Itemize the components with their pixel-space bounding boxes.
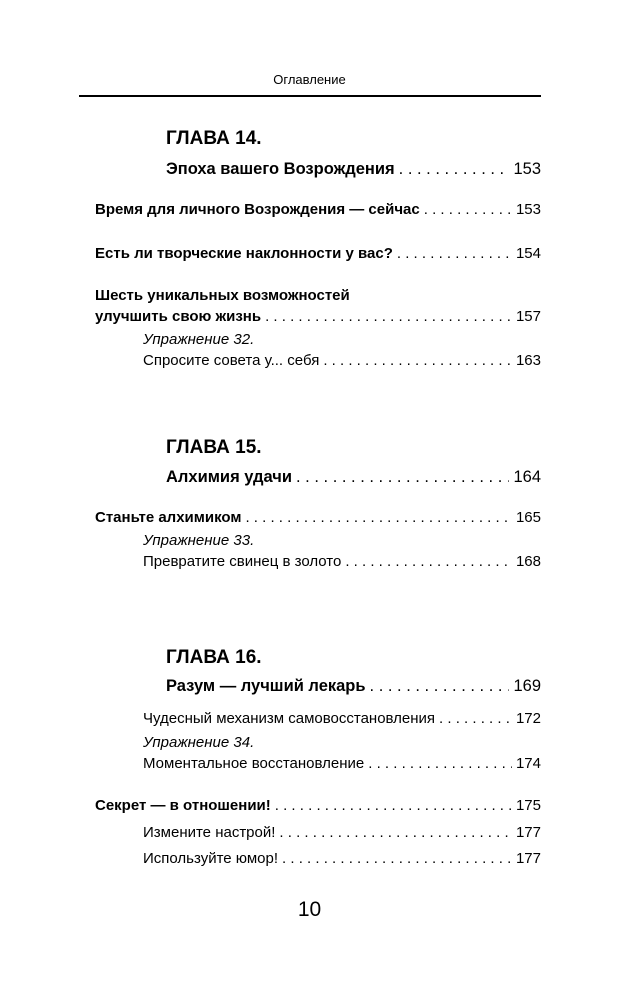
toc-entry-page: 172 — [515, 710, 541, 727]
toc-entry-title: Секрет — в отношении! — [95, 797, 271, 814]
toc-entry-page: 177 — [515, 824, 541, 841]
exercise-entry[interactable] — [143, 352, 541, 369]
chapter-14-title-entry[interactable] — [166, 160, 541, 179]
toc-entry-title-line1[interactable]: Шесть уникальных возможностей — [95, 287, 350, 304]
chapter-15-label: ГЛАВА 15. — [166, 437, 262, 458]
toc-entry-title: Алхимия удачи — [166, 468, 293, 486]
toc-entry-page: 154 — [515, 245, 541, 262]
dot-leader — [296, 468, 509, 487]
toc-entry-page: 165 — [515, 509, 541, 526]
exercise-label: Упражнение 34. — [143, 734, 255, 751]
toc-entry[interactable] — [95, 308, 541, 325]
page-number: 10 — [297, 898, 322, 921]
toc-entry[interactable] — [95, 797, 541, 814]
toc-subentry[interactable] — [143, 850, 541, 867]
toc-entry-title: Спросите совета у... себя — [143, 352, 320, 369]
exercise-label: Упражнение 33. — [143, 532, 255, 549]
toc-entry-page: 169 — [513, 677, 541, 695]
toc-entry-title: Чудесный механизм самовосстановления — [143, 710, 436, 727]
toc-entry-page: 163 — [515, 352, 541, 369]
toc-entry-title: улучшить свою жизнь — [95, 308, 262, 325]
toc-entry-title: Станьте алхимиком — [95, 509, 242, 526]
toc-entry-title: Эпоха вашего Возрождения — [166, 160, 395, 178]
toc-entry-page: 174 — [515, 755, 541, 772]
dot-leader — [282, 850, 512, 867]
toc-entry-page: 164 — [513, 468, 541, 486]
toc-entry-title: Есть ли творческие наклонности у вас? — [95, 245, 393, 262]
toc-entry[interactable] — [95, 245, 541, 262]
header-rule — [79, 95, 541, 97]
running-header: Оглавление — [273, 72, 346, 87]
toc-subentry[interactable] — [143, 710, 541, 727]
toc-entry-page: 175 — [515, 797, 541, 814]
toc-entry-page: 177 — [515, 850, 541, 867]
toc-entry-title: Используйте юмор! — [143, 850, 279, 867]
chapter-16-label: ГЛАВА 16. — [166, 647, 262, 668]
dot-leader — [368, 755, 512, 772]
dot-leader — [399, 160, 510, 179]
dot-leader — [345, 553, 512, 570]
toc-entry-page: 153 — [515, 201, 541, 218]
dot-leader — [424, 201, 512, 218]
toc-subentry[interactable] — [143, 824, 541, 841]
dot-leader — [275, 797, 512, 814]
dot-leader — [370, 677, 510, 696]
dot-leader — [397, 245, 512, 262]
toc-entry-page: 168 — [515, 553, 541, 570]
toc-entry-page: 157 — [515, 308, 541, 325]
toc-entry-page: 153 — [513, 160, 541, 178]
chapter-15-title-entry[interactable] — [166, 468, 541, 487]
exercise-entry[interactable] — [143, 755, 541, 772]
chapter-16-title-entry[interactable] — [166, 677, 541, 696]
dot-leader — [439, 710, 512, 727]
chapter-14-label: ГЛАВА 14. — [166, 128, 262, 149]
dot-leader — [323, 352, 512, 369]
dot-leader — [265, 308, 512, 325]
dot-leader — [279, 824, 512, 841]
toc-entry[interactable] — [95, 509, 541, 526]
toc-entry-title: Время для личного Возрождения — сейчас — [95, 201, 420, 218]
toc-entry-title: Разум — лучший лекарь — [166, 677, 366, 695]
exercise-label: Упражнение 32. — [143, 331, 255, 348]
toc-entry-title: Превратите свинец в золото — [143, 553, 342, 570]
toc-entry[interactable] — [95, 201, 541, 218]
exercise-entry[interactable] — [143, 553, 541, 570]
dot-leader — [245, 509, 512, 526]
toc-entry-title: Измените настрой! — [143, 824, 276, 841]
toc-entry-title: Моментальное восстановление — [143, 755, 365, 772]
